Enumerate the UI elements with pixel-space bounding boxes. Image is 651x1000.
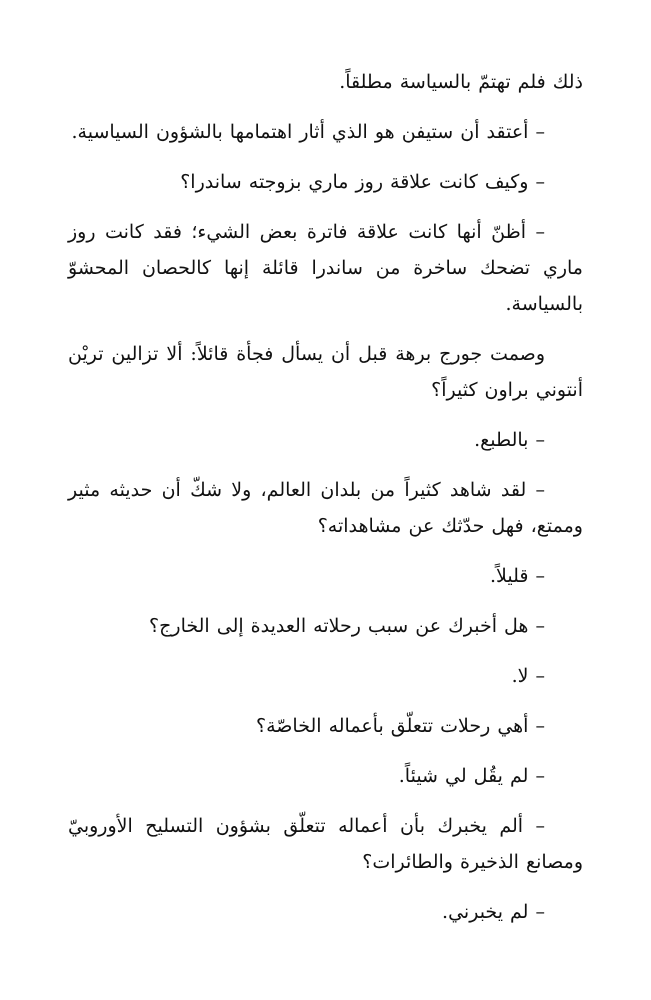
paragraph-6: – بالطبع. — [474, 429, 545, 451]
paragraph-5: وصمت جورج برهة قبل أن يسأل فجأة قائلاً: ألا تزالين تريْن أنتوني براون كثيراً؟ — [68, 343, 583, 401]
paragraph-12: – لم يقُل لي شيئاً. — [398, 765, 545, 787]
paragraph-10: – لا. — [511, 665, 545, 687]
paragraph-13: – ألم يخبرك بأن أعماله تتعلّق بشؤون التسليح الأوروبيّ ومصانع الذخيرة والطائرات؟ — [68, 815, 583, 873]
paragraph-7: – لقد شاهد كثيراً من بلدان العالم، ولا شكّ أن حديثه مثير وممتع، فهل حدّثك عن مشاهداته؟ — [68, 479, 583, 537]
paragraph-14: – لم يخبرني. — [442, 901, 545, 923]
paragraph-2: – أعتقد أن ستيفن هو الذي أثار اهتمامها بالشؤون السياسية. — [71, 121, 545, 143]
paragraph-11: – أهي رحلات تتعلّق بأعماله الخاصّة؟ — [256, 715, 545, 737]
paragraph-1: ذلك فلم تهتمّ بالسياسة مطلقاً. — [339, 71, 583, 93]
paragraph-4: – أظنّ أنها كانت علاقة فاترة بعض الشيء؛ فقد كانت روز ماري تضحك ساخرة من ساندرا قائلة إنها كالحصان المحشوّ بالسياسة. — [68, 221, 583, 315]
paragraph-3: – وكيف كانت علاقة روز ماري بزوجته ساندرا؟ — [180, 171, 545, 193]
paragraph-9: – هل أخبرك عن سبب رحلاته العديدة إلى الخارج؟ — [149, 615, 545, 637]
paragraph-8: – قليلاً. — [489, 565, 545, 587]
